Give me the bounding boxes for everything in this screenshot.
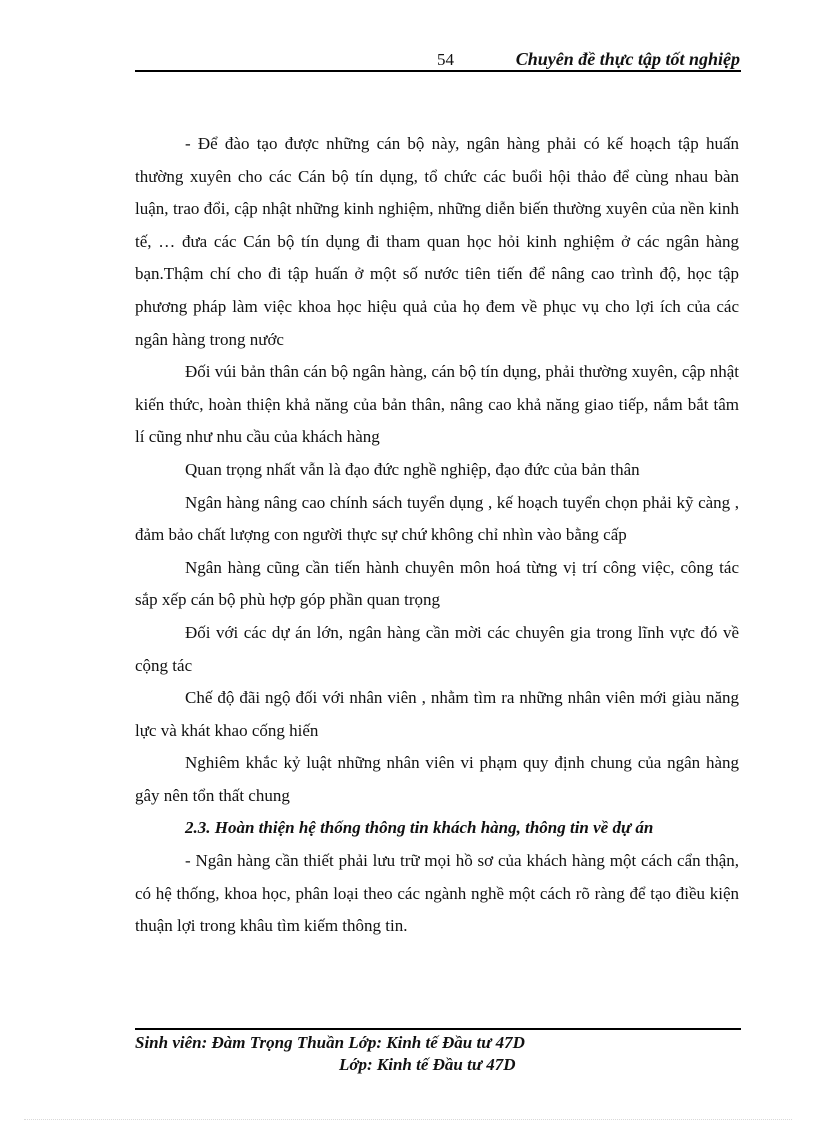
body-paragraph: Chế độ đãi ngộ đối với nhân viên , nhằm tìm ra những nhân viên mới giàu năng lực và khát khao cống hiến	[135, 688, 739, 740]
document-title: Chuyên đề thực tập tốt nghiệp	[515, 49, 740, 69]
document-body	[135, 128, 739, 943]
body-paragraph: Quan trọng nhất vẫn là đạo đức nghề nghiệp, đạo đức của bản thân	[185, 459, 640, 479]
footer-class-info: Lớp: Kinh tế Đầu tư 47D	[339, 1055, 516, 1074]
page-header	[135, 49, 740, 71]
body-paragraph: Ngân hàng cũng cần tiến hành chuyên môn hoá từng vị trí công việc, công tác sắp xếp cán bộ phù hợp góp phần quan trọng	[135, 557, 739, 610]
body-paragraph: Đối với các dự án lớn, ngân hàng cần mời các chuyên gia trong lĩnh vực đó về cộng tác	[135, 622, 739, 675]
section-heading: 2.3. Hoàn thiện hệ thống thông tin khách hàng, thông tin về dự án	[185, 818, 654, 838]
header-divider	[135, 70, 741, 72]
body-paragraph: Ngân hàng nâng cao chính sách tuyển dụng , kế hoạch tuyển chọn phải kỹ càng , đảm bảo chất lượng con người thực sự chứ không chỉ nhìn vào bằng cấp	[135, 492, 739, 545]
page-bottom-edge	[24, 1119, 792, 1120]
footer-divider	[135, 1028, 741, 1030]
body-paragraph: - Để đào tạo được những cán bộ này, ngân hàng phải có kế hoạch tập huấn thường xuyên cho các Cán bộ tín dụng, tổ chức các buổi hội thảo để cùng nhau bàn luận, trao đổi, cập nhật những kinh nghiệm, những diễn biến thường xuyên của nền kinh tế, … đưa các Cán bộ tín dụng đi tham quan học hỏi kinh nghiệm ở các ngân hàng bạn.Thậm chí cho đi tập huấn ở một số nước tiên tiến để nâng cao trình độ, học tập phương pháp làm việc khoa học hiệu quả của họ đem về phục vụ cho lợi ích của các ngân hàng trong nước	[135, 134, 739, 349]
body-paragraph: Nghiêm khắc kỷ luật những nhân viên vi phạm quy định chung của ngân hàng gây nên tổn thất chung	[135, 753, 739, 805]
footer-student-info: Sinh viên: Đàm Trọng Thuần Lớp: Kinh tế Đầu tư 47D	[135, 1033, 525, 1052]
page-number: 54	[437, 50, 454, 69]
body-paragraph: Đối vúi bản thân cán bộ ngân hàng, cán bộ tín dụng, phải thường xuyên, cập nhật kiến thức, hoàn thiện khả năng của bản thân, nâng cao khả năng giao tiếp, nắm bắt tâm lí cũng như nhu cầu của khách hàng	[135, 362, 739, 447]
body-paragraph: - Ngân hàng cần thiết phải lưu trữ mọi hồ sơ của khách hàng một cách cẩn thận, có hệ thống, khoa học, phân loại theo các ngành nghề một cách rõ ràng để tạo điều kiện thuận lợi trong khâu tìm kiếm thông tin.	[135, 851, 739, 936]
